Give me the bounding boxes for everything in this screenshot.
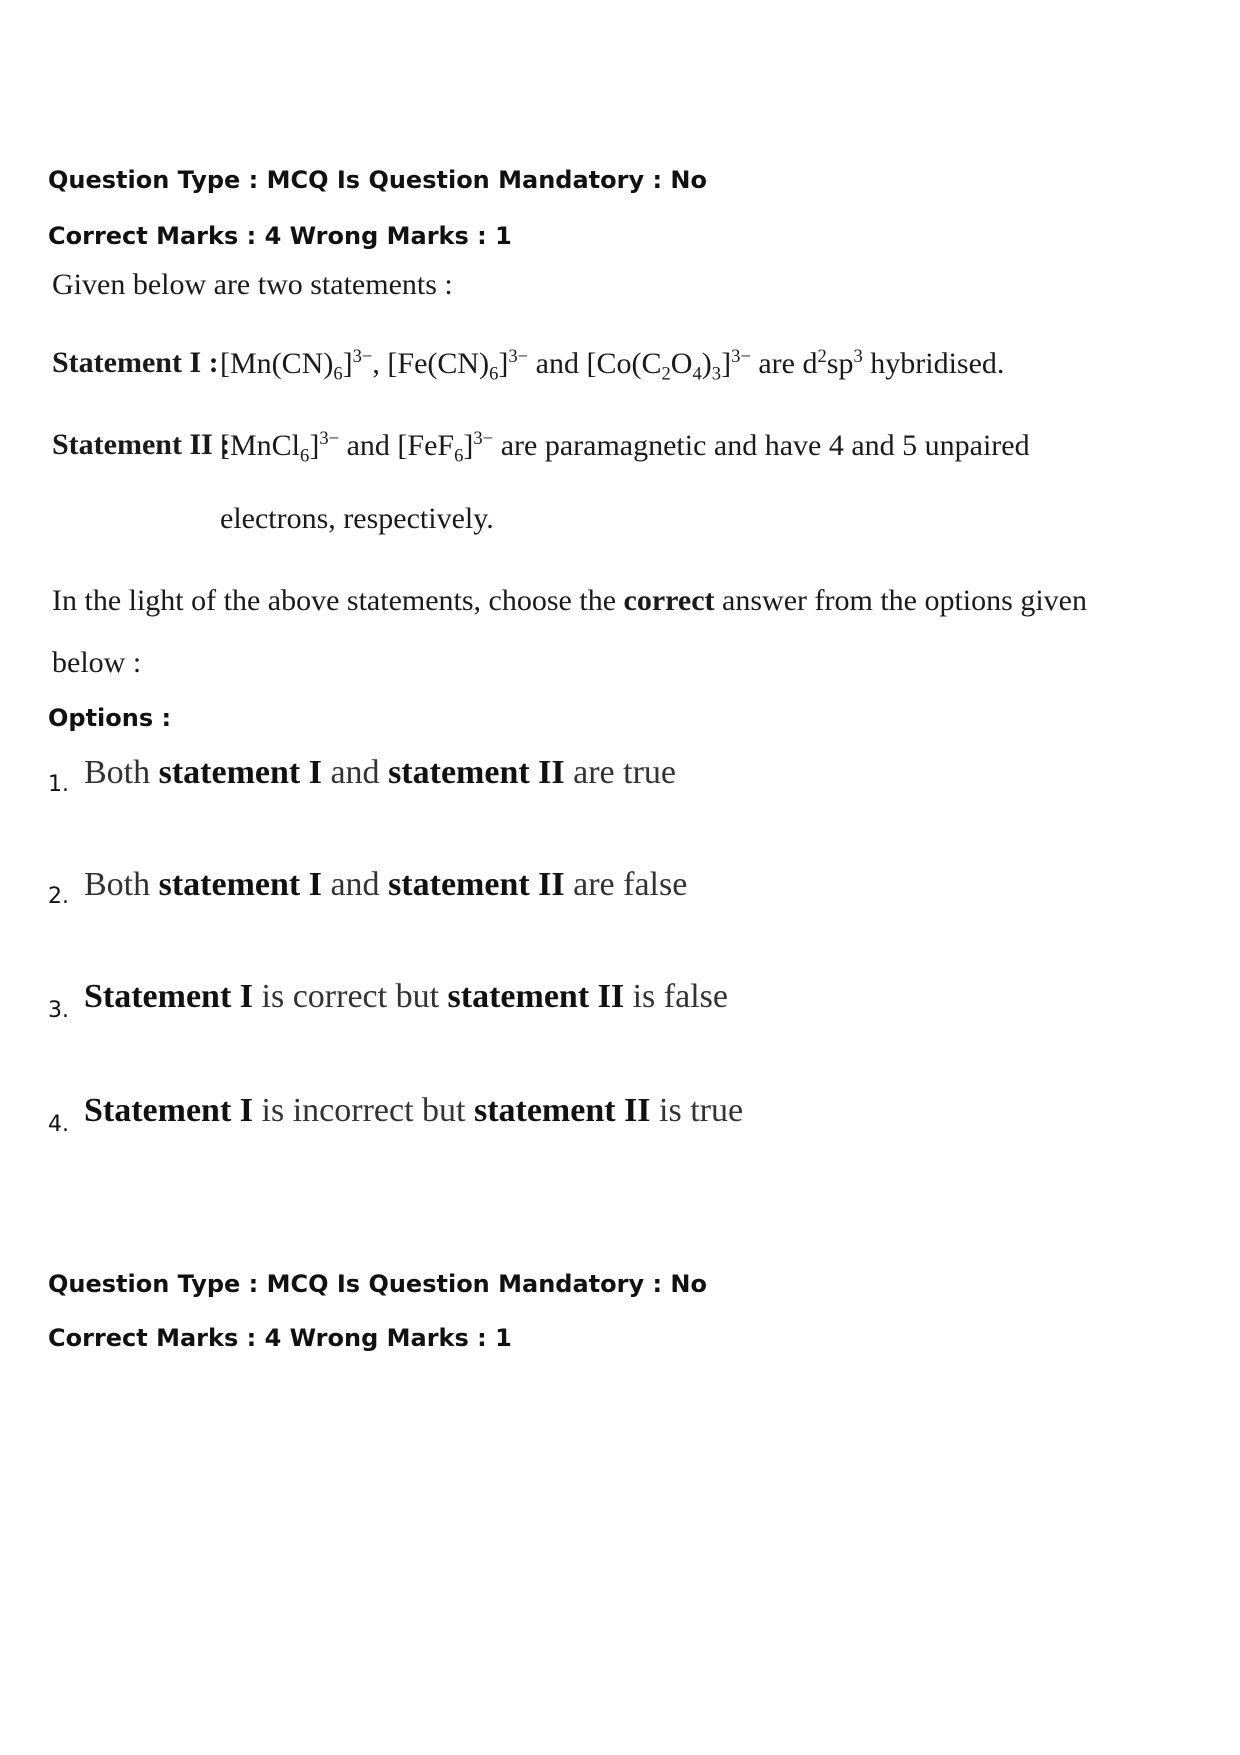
statement-1-text: $[Mn(CN)_6]^{3-}$, $[Fe(CN)_6]^{3-}$ and $[Co(C_2O_4)_3]^{3-}$ are $d^2sp^3$ hybridised.	[220, 346, 1005, 385]
statement-2-text: [MnCl$_6$]$^{3-}$ and $[FeF_6]^{3-}$ are paramagnetic and have 4 and 5 unpaired	[220, 428, 1030, 467]
marks-line: Correct Marks : 4 Wrong Marks : 1	[48, 222, 512, 250]
option-4-text[interactable]: Statement I is incorrect but statement II is true	[84, 1092, 744, 1129]
options-label: Options :	[48, 704, 172, 732]
statement-2-text-continued: electrons, respectively.	[220, 502, 494, 535]
question-intro: Given below are two statements :	[52, 268, 453, 301]
option-2-number: 2.	[48, 884, 69, 909]
option-3-text[interactable]: Statement I is correct but statement II is false	[84, 978, 728, 1015]
option-2-text[interactable]: Both statement I and statement II are false	[84, 866, 688, 903]
option-1-number: 1.	[48, 772, 69, 797]
question-type-line: Question Type : MCQ Is Question Mandatory : No	[48, 1270, 707, 1298]
option-1-text[interactable]: Both statement I and statement II are true	[84, 754, 677, 791]
option-3-number: 3.	[48, 998, 69, 1023]
option-4-number: 4.	[48, 1112, 69, 1137]
marks-line: Correct Marks : 4 Wrong Marks : 1	[48, 1324, 512, 1352]
question-prompt-continued: below :	[52, 646, 142, 679]
statement-1-label: Statement I :	[52, 346, 219, 379]
question-type-line: Question Type : MCQ Is Question Mandatory : No	[48, 166, 707, 194]
statement-2-label: Statement II :	[52, 428, 231, 461]
question-prompt: In the light of the above statements, choose the correct answer from the options given	[52, 584, 1087, 617]
